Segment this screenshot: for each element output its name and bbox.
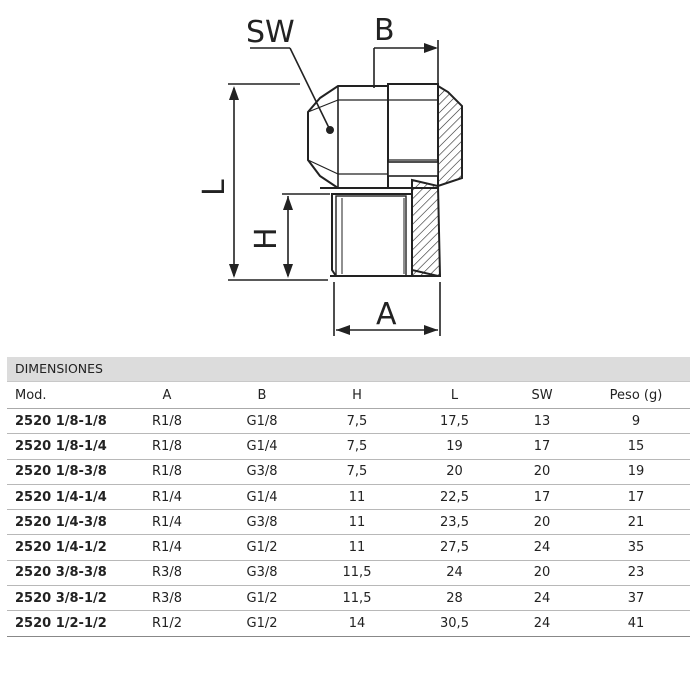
table-row [7,409,690,434]
cell-b: G1/8 [217,409,307,434]
cell-mod: 2520 1/4-1/2 [7,535,117,560]
section-title: DIMENSIONES [7,357,690,382]
cell-sw: 20 [502,510,582,535]
cell-mod: 2520 3/8-3/8 [7,560,117,585]
cell-h: 7,5 [307,459,407,484]
cell-b: G1/4 [217,434,307,459]
cell-mod: 2520 1/2-1/2 [7,611,117,636]
header-mod: Mod. [7,382,117,409]
cell-h: 11 [307,484,407,509]
cell-h: 7,5 [307,409,407,434]
dimension-h [282,194,330,278]
dimension-h-label: H [249,227,284,250]
dimensions-table [7,382,690,637]
cell-l: 17,5 [407,409,502,434]
cell-h: 11 [307,535,407,560]
table-row [7,459,690,484]
cell-peso: 35 [582,535,690,560]
cell-b: G1/2 [217,535,307,560]
body-section [388,84,462,188]
cell-h: 11,5 [307,560,407,585]
cell-b: G3/8 [217,510,307,535]
header-peso: Peso (g) [582,382,690,409]
cell-peso: 15 [582,434,690,459]
cell-b: G1/2 [217,586,307,611]
cell-a: R3/8 [117,586,217,611]
cell-a: R1/4 [117,484,217,509]
cell-sw: 24 [502,586,582,611]
dimension-a-label: A [376,297,397,332]
cell-mod: 2520 1/4-1/4 [7,484,117,509]
cell-sw: 24 [502,611,582,636]
cell-sw: 20 [502,560,582,585]
cell-a: R1/8 [117,409,217,434]
cell-mod: 2520 1/4-3/8 [7,510,117,535]
cell-a: R1/8 [117,434,217,459]
dimensions-table-section [7,357,690,637]
cell-peso: 37 [582,586,690,611]
cell-b: G3/8 [217,560,307,585]
cell-l: 19 [407,434,502,459]
cell-h: 14 [307,611,407,636]
cell-l: 27,5 [407,535,502,560]
threaded-stem [320,180,440,276]
table-row [7,560,690,585]
cell-a: R1/4 [117,535,217,560]
cell-a: R3/8 [117,560,217,585]
cell-peso: 9 [582,409,690,434]
cell-peso: 19 [582,459,690,484]
table-row [7,434,690,459]
cell-mod: 2520 1/8-1/8 [7,409,117,434]
cell-b: G3/8 [217,459,307,484]
cell-peso: 23 [582,560,690,585]
cell-h: 11 [307,510,407,535]
cell-l: 23,5 [407,510,502,535]
cell-sw: 13 [502,409,582,434]
cell-l: 24 [407,560,502,585]
header-a: A [117,382,217,409]
cell-a: R1/8 [117,459,217,484]
cell-l: 28 [407,586,502,611]
cell-a: R1/2 [117,611,217,636]
cell-peso: 41 [582,611,690,636]
cell-b: G1/4 [217,484,307,509]
table-row [7,535,690,560]
cell-mod: 2520 3/8-1/2 [7,586,117,611]
hex-nut [308,86,388,188]
table-row [7,586,690,611]
table-row [7,484,690,509]
cell-h: 7,5 [307,434,407,459]
cell-b: G1/2 [217,611,307,636]
cell-l: 20 [407,459,502,484]
table-row [7,510,690,535]
cell-a: R1/4 [117,510,217,535]
cell-sw: 24 [502,535,582,560]
cell-sw: 17 [502,484,582,509]
dimension-l-label: L [197,179,232,196]
cell-peso: 17 [582,484,690,509]
table-row [7,611,690,636]
table-header-row [7,382,690,409]
sw-label: SW [246,15,295,50]
cell-sw: 20 [502,459,582,484]
cell-h: 11,5 [307,586,407,611]
dimension-b-label: B [374,13,395,48]
cell-peso: 21 [582,510,690,535]
cell-l: 22,5 [407,484,502,509]
header-h: H [307,382,407,409]
cell-l: 30,5 [407,611,502,636]
header-l: L [407,382,502,409]
cell-sw: 17 [502,434,582,459]
cell-mod: 2520 1/8-3/8 [7,459,117,484]
header-b: B [217,382,307,409]
header-sw: SW [502,382,582,409]
cell-mod: 2520 1/8-1/4 [7,434,117,459]
